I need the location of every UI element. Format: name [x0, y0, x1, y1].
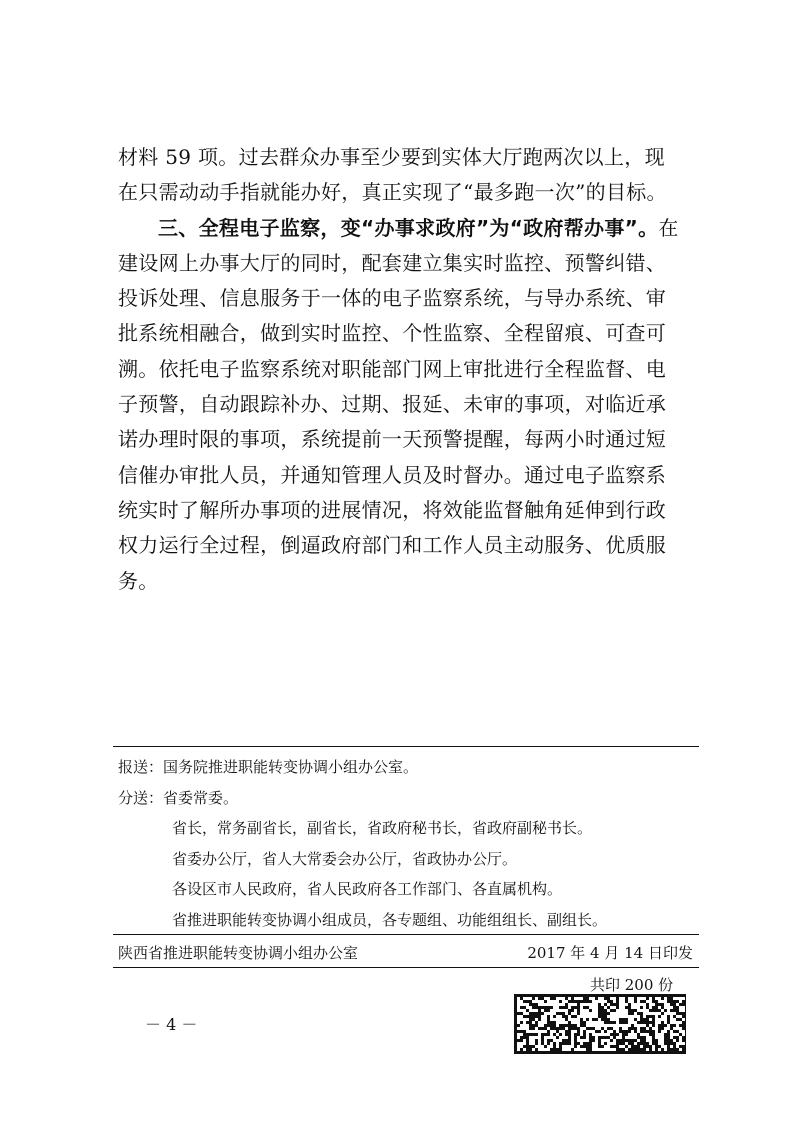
- report-recipients: 国务院推进职能转变协调小组办公室。: [163, 758, 419, 776]
- copy-row: [118, 783, 698, 814]
- paragraph-2: [118, 211, 683, 599]
- issuer-line: [118, 942, 693, 963]
- copy-recipient: 省长，常务副省长，副省长，省政府秘书长，省政府副秘书长。: [172, 819, 593, 837]
- paragraph-1: 材料 59 项。过去群众办事至少要到实体大厅跑两次以上，现在只需动动手指就能办好，真正实现了“最多跑一次”的目标。: [118, 145, 667, 205]
- paragraph-2-body: 在建设网上办事大厅的同时，配套建立集实时监控、预警纠错、投诉处理、信息服务于一体的电子监察系统，与导办系统、审批系统相融合，做到实时监控、个性监察、全程留痕、可查可溯。依托电子监察系统对职能部门网上审批进行全程监督、电子预警，自动跟踪补办、过期、报延、未审的事项，对临近承诺办理时限的事项，系统提前一天预警提醒，每两小时通过短信催办审批人员，并通知管理人员及时督办。通过电子监察系统实时了解所办事项的进展情况，将效能监督触角延伸到行政权力运行全过程，倒逼政府部门和工作人员主动服务、优质服务。: [118, 215, 679, 593]
- document-body: [118, 140, 683, 599]
- copy-label: 分送：: [118, 788, 164, 807]
- copy-recipient: 省委办公厅，省人大常委会办公厅，省政协办公厅。: [172, 849, 518, 868]
- copy-recipient: 各设区市人民政府，省人民政府各工作部门、各直属机构。: [172, 880, 563, 898]
- bottom-rule: [113, 967, 699, 968]
- report-row: [118, 752, 698, 783]
- distribution-list: [118, 752, 698, 935]
- section-heading: 三、全程电子监察，变“办事求政府”为“政府帮办事”。: [158, 215, 659, 240]
- copies-count: 共印 200 份: [590, 976, 674, 994]
- copy-recipient: 省推进职能转变协调小组成员，各专题组、功能组组长、副组长。: [172, 910, 608, 929]
- top-rule: [113, 746, 699, 747]
- issue-date: 2017 年 4 月 14 日印发: [527, 944, 693, 962]
- copy-recipient: 省委常委。: [163, 788, 239, 807]
- issuer-name: 陕西省推进职能转变协调小组办公室: [118, 944, 359, 962]
- report-label: 报送：: [118, 758, 164, 776]
- page-number: － 4 －: [145, 1015, 198, 1034]
- middle-rule: [113, 934, 699, 935]
- barcode-icon: [514, 994, 686, 1054]
